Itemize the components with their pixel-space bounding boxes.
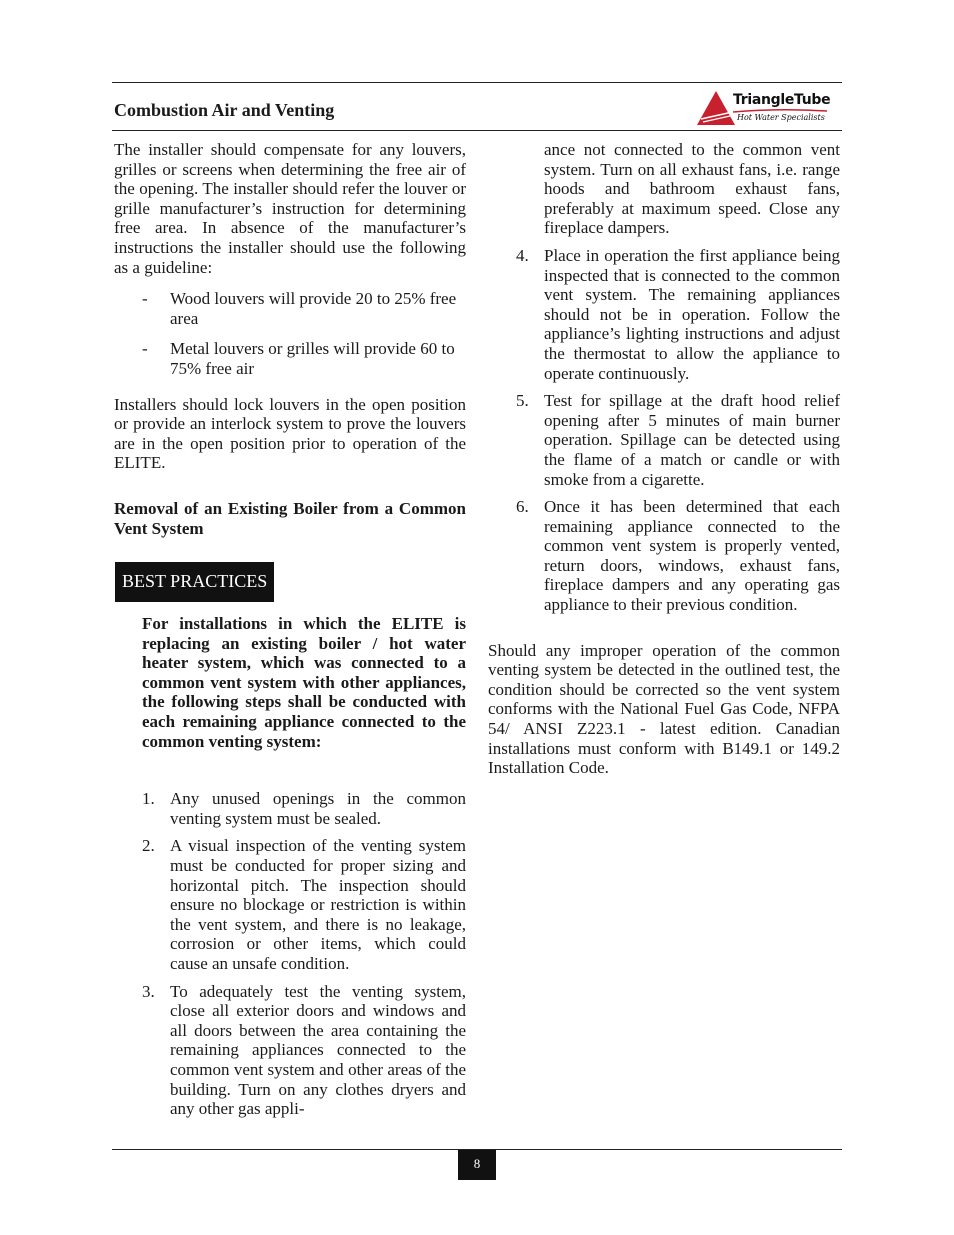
list-item <box>488 391 840 489</box>
header-top-rule <box>112 82 842 83</box>
step-number: 3. <box>142 981 155 1001</box>
closing-paragraph: Should any improper operation of the common venting system be detected in the outlined test, the condition should be corrected so the vent system conforms with the National Fuel Gas Code, NFPA 54/ ANSI Z223.1 - latest edition. Canadian installations must conform with B149.1 or 149.2 Installation Code. <box>488 640 840 778</box>
section-title: Combustion Air and Venting <box>114 100 335 120</box>
header-bottom-rule <box>112 130 842 131</box>
steps-list-left <box>114 789 466 1119</box>
step-text: Test for spillage at the draft hood relief opening after 5 minutes of main burner operation. Spillage can be detected using the flame of a match or candle or with smoke from a cigarette. <box>544 391 840 489</box>
step-3-continuation: ance not connected to the common vent system. Turn on all exhaust fans, i.e. range hoods and bathroom exhaust fans, preferably at maximum speed. Close any fireplace dampers. <box>544 140 840 238</box>
logo-name: TriangleTube <box>733 92 831 108</box>
step-text: To adequately test the venting system, close all exterior doors and windows and all doors between the area containing the remaining appliances connected to the common vent system and other areas of the building. Turn on any clothes dryers and any other gas appli- <box>170 981 466 1119</box>
list-item-text: Wood louvers will provide 20 to 25% free area <box>170 289 457 328</box>
triangletube-logo <box>697 89 829 127</box>
list-item <box>114 339 466 378</box>
logo-tagline: Hot Water Specialists <box>737 113 825 122</box>
list-item <box>114 982 466 1119</box>
step-text: A visual inspection of the venting system must be conducted for proper sizing and horizontal pitch. The inspection should ensure no blockage or restriction is within the vent system, and there is no leakage, corrosion or other items, which could cause an unsafe condition. <box>170 836 466 973</box>
left-column <box>114 140 466 1127</box>
best-practices-text: For installations in which the ELITE is replacing an existing boiler / hot water heater system, which was connected to a common vent system with other appliances, the following steps shall be conducted with each remaining appliance connected to the common venting system: <box>142 614 466 751</box>
step-number: 6. <box>516 497 529 517</box>
list-item <box>488 497 840 615</box>
step-number: 4. <box>516 245 529 265</box>
list-item <box>488 246 840 383</box>
list-item <box>114 789 466 828</box>
step-text: Any unused openings in the common venting system must be sealed. <box>170 789 466 828</box>
page-number: 8 <box>458 1150 496 1180</box>
list-item-text: Metal louvers or grilles will provide 60 to 75% free air <box>170 339 455 378</box>
dash-marker: - <box>142 339 148 359</box>
step-text: Once it has been determined that each remaining appliance connected to the common vent system is properly vented, return doors, windows, exhaust fans, fireplace dampers and any operating gas appliance to their previous condition. <box>544 497 840 615</box>
intro-paragraph: The installer should compensate for any louvers, grilles or screens when determining the free air of the opening. The installer should refer the louver or grille manufacturer’s instruction for determining free area. In absence of the manufacturer’s instructions the installer should use the following as a guideline: <box>114 140 466 277</box>
best-practices-badge: BEST PRACTICES <box>115 562 274 602</box>
step-number: 2. <box>142 836 155 856</box>
lock-paragraph: Installers should lock louvers in the open position or provide an interlock system to prove the louvers are in the open position prior to operation of the ELITE. <box>114 394 466 473</box>
step-number: 1. <box>142 789 155 809</box>
list-item <box>114 289 466 328</box>
dash-marker: - <box>142 289 148 309</box>
right-column <box>488 140 840 778</box>
louver-list <box>114 289 466 378</box>
subheading-removal: Removal of an Existing Boiler from a Common Vent System <box>114 498 466 538</box>
step-text: Place in operation the first appliance being inspected that is connected to the common vent system. The remaining appliances should not be in operation. Follow the appliance’s lighting instructions and adjust the thermostat to allow the appliance to operate continuously. <box>544 245 840 383</box>
steps-list-right <box>488 246 840 615</box>
step-number: 5. <box>516 391 529 411</box>
list-item <box>114 836 466 973</box>
